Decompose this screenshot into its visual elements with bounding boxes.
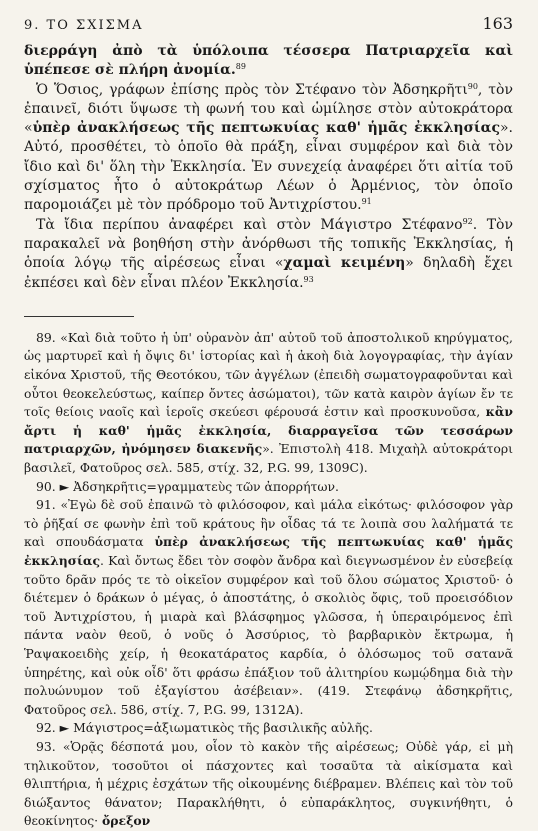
footnotes (24, 329, 513, 831)
text-run: 93. «Ὁρᾷς δέσποτά μου, οἷον τὸ κακὸν τῆς αἱρέσεως; Οὐδὲ γάρ, εἰ μὴ τηλικοῦτον, τοσοῦτοι οἱ πάσχοντες καὶ τοσαῦτα τὰ αἰκίσματα καὶ θλιπτήρια, ἡ μέχρις ἐσχάτων τῆς οἰκουμένης διέβραμεν. Βλέπεις καὶ τὸν τοῦ διώξαντος θάνατον; Παρακλήθητι, ὁ εὐπαράκλητος, συγκινήθητι, ὁ θεοκίνητος· (24, 738, 513, 829)
footnote-ref-90[interactable]: 90 (467, 81, 478, 91)
text-run: » δηλαδὴ ἔχει ἐκπέσει καὶ δὲν εἶναι πλέον Ἐκκλησία. (24, 255, 513, 291)
text-run: , τὸν ἐπαινεῖ, διότι ὕψωσε τὴ φωνή του καὶ ὡμίλησε στὸν αὐτοκράτορα « (24, 81, 513, 137)
text-run: . Καὶ ὄντως ἔδει τὸν σοφὸν ἄνδρα καὶ διεγνωσμένον ἐν εὐσεβείᾳ τοῦτο δρᾶν πρός τε τὸ οἰκεῖον συμφέρον καὶ τοῦ ὅλου σώματος Χριστοῦ· ὁ διέτεμεν ὁ δράκων ὁ μέγας, ὁ ἀποστάτης, ὁ σκολιὸς ὄφις, τοῦ προεισόδιον τοῦ Ἀντιχρίστου, ἡ μιαρὰ καὶ βλάσφημος γλῶσσα, ἡ ὑπεραιρόμενος ἐπὶ πάντα ναὸν θεοῦ, ὁ νοῦς ὁ Ἀσσύριος, τὸ βαρβαρικὸν ἔκτρωμα, ἡ Ῥαψακοειδὴς χείρ, ἡ θεοκατάρατος καρδία, ὁ ὁλόσωμος τοῦ σατανᾶ ὑπηρέτης, καὶ οὐκ οἶδ' ὅτι φράσω ἐπάξιον τοῦ ἀλιτηρίου κωμῴδημα διὰ τὴν πολυώνυμον τοῦ ἐξαγίστου ἀσέβειαν». (419. Στεφάνῳ ἀδσηκρῆτις, Φατοῦρος σελ. 586, στίχ. 7, P.G. 99, 1312A). (24, 552, 513, 717)
footnote-ref-93[interactable]: 93 (303, 274, 314, 284)
footnote-89 (24, 329, 513, 478)
footnote-90: 90. ► Ἀδσηκρῆτις=γραμματεὺς τῶν ἀπορρήτων. (36, 478, 339, 494)
footnote-ref-89[interactable]: 89 (235, 62, 246, 72)
footnote-divider (24, 316, 134, 317)
footnote-ref-91[interactable]: 91 (361, 197, 372, 207)
text-run: 91. «Ἐγὼ δὲ σοῦ ἐπαινῶ τὸ φιλόσοφον, καὶ μάλα εἰκότως· φιλόσοφον γὰρ τὸ ῥῆξαί σε φωνὴν ἐπὶ τοῦ κράτους ἣν οἶδας τά τε λοιπὰ σου λαλήματά τε καὶ σπουδάσματα (24, 497, 513, 550)
chapter-title: 9. ΤΟ ΣΧΙΣΜΑ (24, 18, 144, 33)
bold-quote: ὄρεξον (102, 813, 151, 829)
paragraph-3 (24, 216, 513, 293)
footnote-ref-92[interactable]: 92 (462, 216, 473, 226)
running-header (24, 14, 513, 36)
paragraph-1 (24, 42, 513, 81)
bold-quote: ὑπὲρ ἀνακλήσεως τῆς πεπτωκυίας καθ' ἡμᾶς ἐκκλησίας (32, 120, 500, 137)
bold-quote: χαμαὶ κειμένη (283, 255, 406, 272)
text-run: Ὁ Ὅσιος, γράφων ἐπίσης πρὸς τὸν Στέφανο τὸν Ἀδσηκρῆτι (36, 81, 468, 98)
text-run: ». Αὐτό, προσθέτει, τὸ ὁποῖο θὰ πράξη, εἶναι συμφέρον καὶ διὰ τὸν ἴδιο καὶ δι' ὅλη τὴν Ἐκκλησία. Ἐν συνεχείᾳ ἀναφέρει ὅτι αἰτία τοῦ σχίσματος ἦτο ὁ αὐτοκράτωρ Λέων ὁ Ἀρμένιος, τὸν ὁποῖο παρομοιάζει μὲ τὸν πρόδρομο τοῦ Ἀντιχρίστου. (24, 120, 513, 214)
bold-quote: ὑπὲρ ἀνακλήσεως τῆς πεπτωκυίας καθ' ἡμᾶς ἐκκλησίας (24, 534, 513, 568)
footnote-91 (24, 496, 513, 719)
footnote-92: 92. ► Μάγιστρος=ἀξιωματικὸς τῆς βασιλικῆς αὐλῆς. (36, 720, 373, 736)
text-run: . Τὸν παρακαλεῖ νὰ βοηθήση στὴν ἀνόρθωσι τῆς τοπικῆς Ἐκκλησίας, ἡ ὁποία λόγῳ τῆς αἱρέσεως εἶναι « (24, 216, 513, 272)
text-run: Τὰ ἴδια περίπου ἀναφέρει καὶ στὸν Μάγιστρο Στέφανο (36, 216, 463, 233)
bold-text: διερράγη ἀπὸ τὰ ὑπόλοιπα τέσσερα Πατριαρχεῖα καὶ ὑπέπεσε σὲ πλήρη ἀνομία. (24, 43, 513, 79)
paragraph-2 (24, 81, 513, 216)
footnote-93 (24, 738, 513, 831)
page-number: 163 (482, 14, 513, 33)
main-text (24, 42, 513, 293)
bold-quote: κἂν ἄρτι ἡ καθ' ἡμᾶς ἐκκλησία, διαρραγεῖσα τῶν τεσσάρων πατριαρχῶν, ἠνόμησεν διακενῆς (24, 404, 513, 457)
text-run: 89. «Καὶ διὰ τοῦτο ἡ ὑπ' οὐρανὸν ἀπ' αὐτοῦ τοῦ ἀποστολικοῦ κηρύγματος, ὡς μαρτυρεῖ καὶ ἡ ὄψις δι' ἱστορίας καὶ ἡ ἀκοὴ διὰ λογογραφίας, τὴν ἁγίαν εἰκόνα Χριστοῦ, τῆς Θεοτόκου, τῶν ἀγγέλων (ἐπειδὴ σωματογραφοῦνται καὶ οὗτοι θεοκελεύστως, καίπερ ὄντες ἀσώματοι), τῶν κατὰ καιρὸν ἁγίων ἔν τε τοῖς θείοις ναοῖς καὶ ἱεροῖς σκεύεσι φέρουσά ἐστιν καὶ προσκυνοῦσα, (24, 329, 513, 420)
text-run: ». Ἐπιστολὴ 418. Μιχαὴλ αὐτοκράτορι βασιλεῖ, Φατοῦρος σελ. 585, στίχ. 32, P.G. 99, 1309C). (24, 441, 514, 476)
